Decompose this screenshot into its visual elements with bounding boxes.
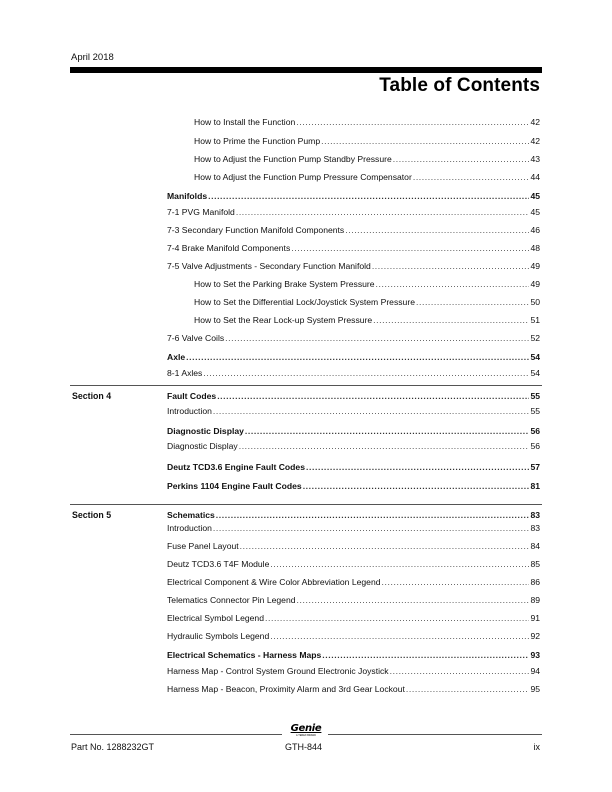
toc-entry-label: Manifolds (167, 191, 208, 201)
toc-chapter-entry[interactable] (167, 351, 540, 363)
toc-entry-label: Introduction (167, 523, 212, 533)
toc-entry-page: 94 (530, 666, 540, 676)
toc-entry-label: Diagnostic Display (167, 441, 238, 451)
toc-entry-page: 42 (530, 117, 540, 127)
dot-leader (203, 367, 529, 379)
toc-entry-page: 45 (530, 191, 540, 201)
toc-entry-label: 8-1 Axles (167, 368, 203, 378)
toc-entry-label: Electrical Symbol Legend (167, 613, 264, 623)
header-date: April 2018 (71, 52, 114, 63)
dot-leader (213, 405, 530, 417)
dot-leader (270, 558, 529, 570)
dot-leader (270, 630, 529, 642)
toc-entry-page: 50 (530, 297, 540, 307)
toc-entry-page: 95 (530, 684, 540, 694)
toc-entry[interactable] (194, 153, 540, 165)
toc-entry-page: 46 (530, 225, 540, 235)
toc-entry[interactable] (167, 576, 540, 588)
toc-entry-label: How to Adjust the Function Pump Standby Pressure (194, 154, 392, 164)
dot-leader (382, 576, 530, 588)
section-label: Section 4 (72, 391, 112, 401)
toc-entry-page: 48 (530, 243, 540, 253)
toc-entry[interactable] (194, 135, 540, 147)
toc-entry-label: Schematics (167, 510, 215, 520)
toc-entry-label: Electrical Component & Wire Color Abbreviation Legend (167, 577, 381, 587)
toc-entry-page: 43 (530, 154, 540, 164)
toc-chapter-entry[interactable] (167, 461, 540, 473)
dot-leader (296, 116, 529, 128)
toc-entry[interactable] (167, 440, 540, 452)
dot-leader (416, 296, 529, 308)
toc-entry-label: Electrical Schematics - Harness Maps (167, 650, 322, 660)
toc-entry[interactable] (167, 332, 540, 344)
toc-entry-page: 56 (530, 441, 540, 451)
dot-leader (245, 425, 530, 437)
dot-leader (208, 190, 529, 202)
toc-entry-label: 7-5 Valve Adjustments - Secondary Function Manifold (167, 261, 371, 271)
toc-entry[interactable] (167, 612, 540, 624)
dot-leader (225, 332, 529, 344)
toc-entry-page: 81 (530, 481, 540, 491)
dot-leader (216, 509, 530, 521)
toc-entry-label: Fault Codes (167, 391, 217, 401)
toc-entry[interactable] (167, 683, 540, 695)
dot-leader (236, 206, 530, 218)
dot-leader (239, 440, 530, 452)
dot-leader (321, 135, 529, 147)
dot-leader (376, 278, 530, 290)
toc-entry-label: Harness Map - Beacon, Proximity Alarm and 3rd Gear Lockout (167, 684, 405, 694)
genie-logo (288, 724, 324, 737)
toc-entry-page: 44 (530, 172, 540, 182)
toc-entry[interactable] (194, 314, 540, 326)
toc-entry-label: Diagnostic Display (167, 426, 244, 436)
toc-chapter-entry[interactable] (167, 480, 540, 492)
dot-leader (322, 649, 529, 661)
toc-entry-label: How to Set the Differential Lock/Joystick System Pressure (194, 297, 415, 307)
toc-entry[interactable] (167, 242, 540, 254)
dot-leader (217, 390, 529, 402)
toc-entry[interactable] (167, 405, 540, 417)
toc-chapter-entry[interactable] (167, 425, 540, 437)
footer-page-number: ix (533, 742, 540, 752)
toc-entry-label: Axle (167, 352, 186, 362)
section-divider (70, 385, 542, 386)
toc-entry-page: 85 (530, 559, 540, 569)
dot-leader (186, 351, 529, 363)
footer-model: GTH-844 (285, 742, 323, 752)
toc-entry-page: 86 (530, 577, 540, 587)
toc-entry-label: 7-4 Brake Manifold Components (167, 243, 291, 253)
dot-leader (345, 224, 529, 236)
toc-entry-label: 7-6 Valve Coils (167, 333, 225, 343)
page-title: Table of Contents (379, 75, 540, 96)
dot-leader (306, 461, 529, 473)
toc-entry-label: Perkins 1104 Engine Fault Codes (167, 481, 302, 491)
footer-rule-right (328, 734, 542, 735)
toc-chapter-entry[interactable] (167, 190, 540, 202)
toc-chapter-entry[interactable] (167, 509, 540, 521)
dot-leader (373, 314, 529, 326)
toc-entry-page: 54 (530, 368, 540, 378)
toc-entry-page: 89 (530, 595, 540, 605)
toc-entry-label: 7-3 Secondary Function Manifold Components (167, 225, 345, 235)
toc-entry-label: Deutz TCD3.6 Engine Fault Codes (167, 462, 305, 472)
toc-entry[interactable] (167, 540, 540, 552)
toc-entry-page: 52 (530, 333, 540, 343)
header-rule (70, 67, 542, 73)
toc-entry-label: How to Adjust the Function Pump Pressure Compensator (194, 172, 412, 182)
toc-entry-page: 49 (530, 279, 540, 289)
toc-entry[interactable] (167, 260, 540, 272)
dot-leader (413, 171, 530, 183)
toc-entry-label: Introduction (167, 406, 212, 416)
toc-entry-page: 51 (530, 315, 540, 325)
toc-entry-label: Hydraulic Symbols Legend (167, 631, 270, 641)
toc-entry-page: 49 (530, 261, 540, 271)
toc-entry[interactable] (167, 594, 540, 606)
toc-entry-label: How to Prime the Function Pump (194, 136, 321, 146)
logo-wordmark: Genie (290, 723, 322, 734)
toc-entry-page: 42 (530, 136, 540, 146)
toc-chapter-entry[interactable] (167, 649, 540, 661)
dot-leader (303, 480, 530, 492)
toc-entry-page: 45 (530, 207, 540, 217)
toc-chapter-entry[interactable] (167, 390, 540, 402)
toc-entry-label: How to Set the Parking Brake System Pressure (194, 279, 375, 289)
dot-leader (291, 242, 529, 254)
toc-entry-page: 56 (530, 426, 540, 436)
toc-entry-page: 83 (530, 510, 540, 520)
dot-leader (393, 153, 530, 165)
toc-entry-page: 54 (530, 352, 540, 362)
toc-entry[interactable] (167, 630, 540, 642)
toc-entry-page: 84 (530, 541, 540, 551)
toc-entry-label: Harness Map - Control System Ground Electronic Joystick (167, 666, 389, 676)
toc-entry-page: 91 (530, 613, 540, 623)
toc-entry[interactable] (194, 278, 540, 290)
toc-entry-page: 83 (530, 523, 540, 533)
toc-entry[interactable] (194, 296, 540, 308)
dot-leader (297, 594, 530, 606)
footer-part-number: Part No. 1288232GT (71, 742, 155, 752)
toc-entry-label: Telematics Connector Pin Legend (167, 595, 296, 605)
toc-entry[interactable] (194, 171, 540, 183)
toc-entry-page: 55 (530, 406, 540, 416)
toc-entry-page: 55 (530, 391, 540, 401)
dot-leader (406, 683, 530, 695)
dot-leader (213, 522, 530, 534)
section-label: Section 5 (72, 510, 112, 520)
dot-leader (265, 612, 529, 624)
toc-entry-page: 92 (530, 631, 540, 641)
toc-entry-label: How to Set the Rear Lock-up System Pressure (194, 315, 373, 325)
toc-entry[interactable] (194, 116, 540, 128)
dot-leader (390, 665, 530, 677)
toc-entry-label: Fuse Panel Layout (167, 541, 239, 551)
toc-entry-label: How to Install the Function (194, 117, 296, 127)
toc-entry-page: 57 (530, 462, 540, 472)
toc-entry[interactable] (167, 367, 540, 379)
toc-entry[interactable] (167, 206, 540, 218)
toc-entry[interactable] (167, 224, 540, 236)
toc-entry-label: Deutz TCD3.6 T4F Module (167, 559, 270, 569)
footer-rule-left (70, 734, 282, 735)
toc-entry-label: 7-1 PVG Manifold (167, 207, 235, 217)
toc-entry[interactable] (167, 522, 540, 534)
section-divider (70, 504, 542, 505)
toc-entry[interactable] (167, 558, 540, 570)
dot-leader (372, 260, 530, 272)
logo-tagline: A TEREX BRAND (296, 734, 316, 737)
dot-leader (240, 540, 530, 552)
toc-entry[interactable] (167, 665, 540, 677)
toc-entry-page: 93 (530, 650, 540, 660)
